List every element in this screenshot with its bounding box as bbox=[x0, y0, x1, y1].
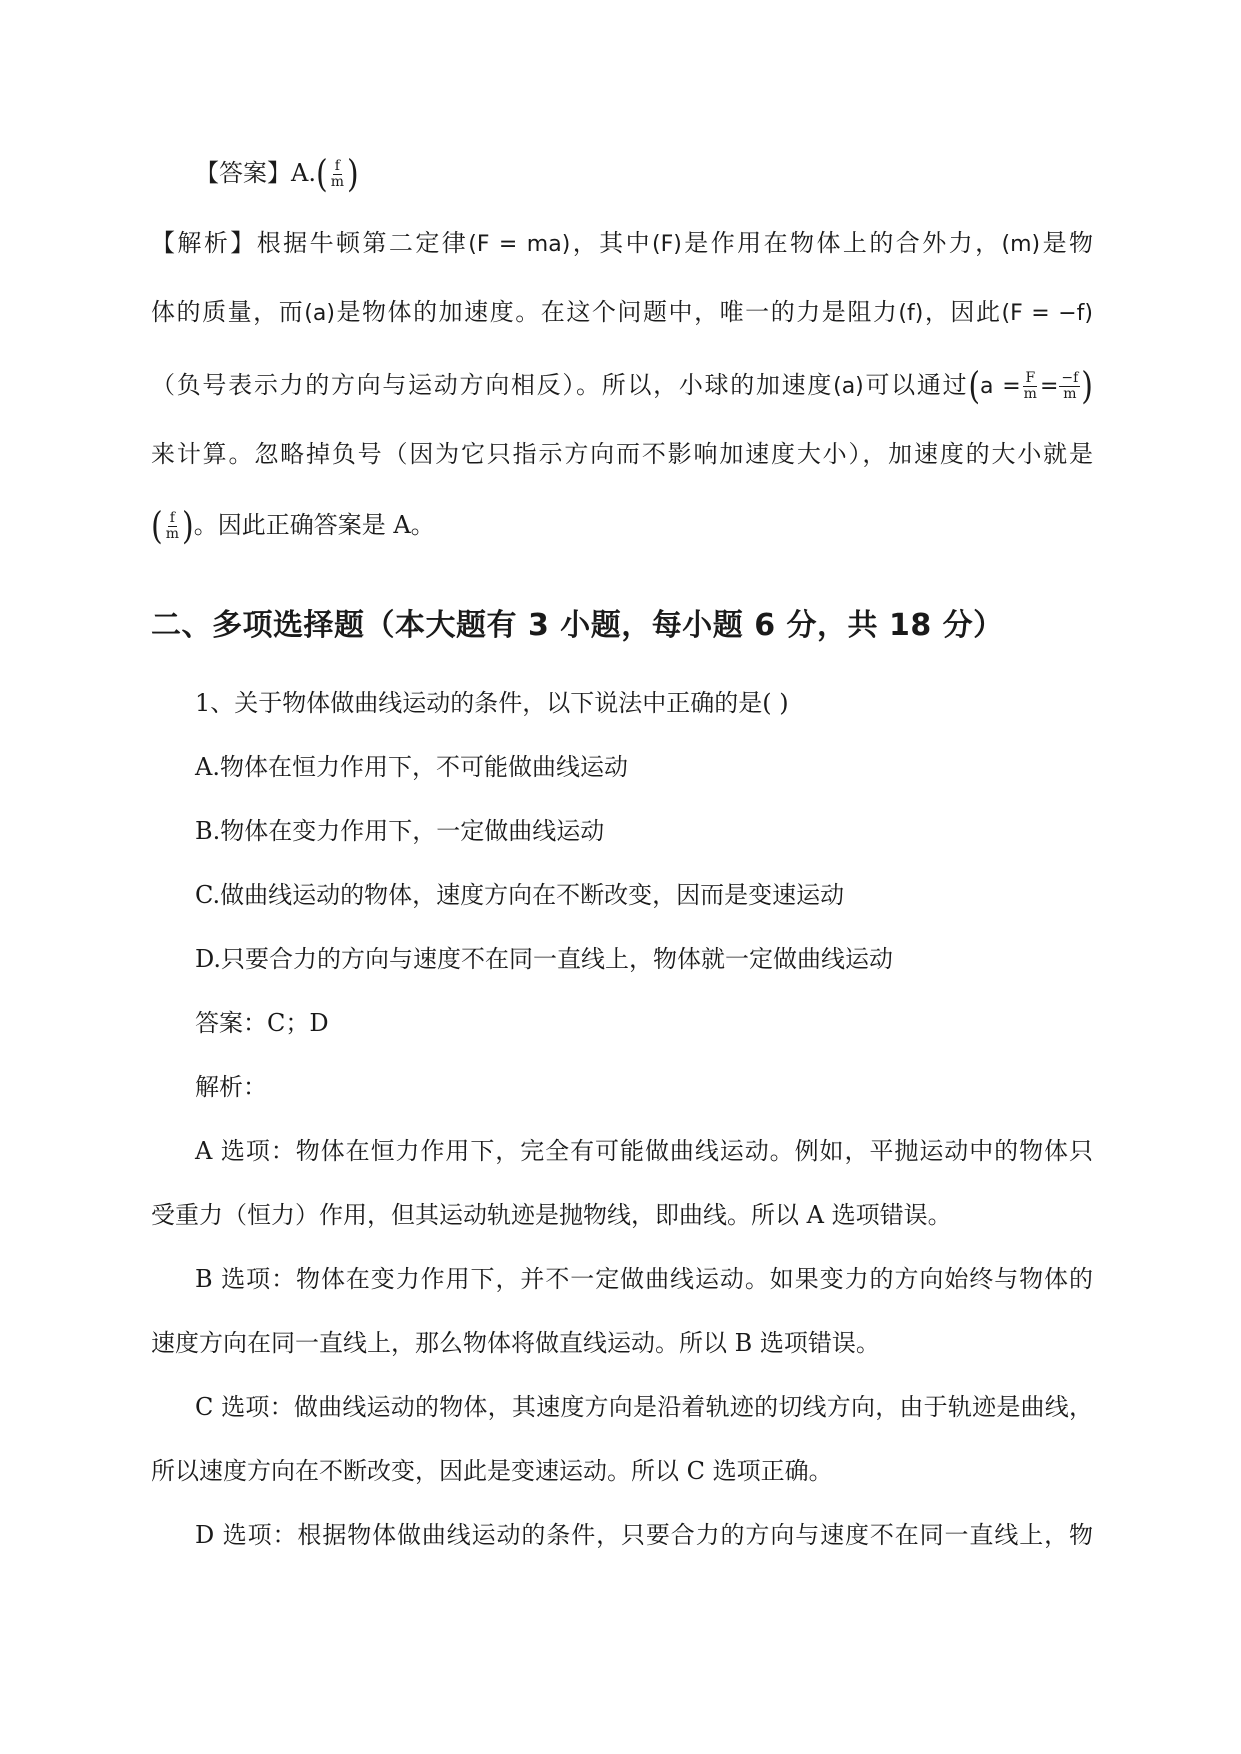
equation-force: (F = −f) bbox=[1001, 301, 1094, 326]
analysis-c-line-1: C 选项：做曲线运动的物体，其速度方向是沿着轨迹的切线方向，由于轨迹是曲线， bbox=[195, 1393, 1093, 1421]
section-heading: 二、多项选择题（本大题有 3 小题，每小题 6 分，共 18 分） bbox=[151, 608, 1004, 643]
analysis-line-4: 来计算。忽略掉负号（因为它只指示方向而不影响加速度大小），加速度的大小就是 bbox=[151, 440, 1093, 468]
analysis-line-3: （负号表示力的方向与运动方向相反）。所以，小球的加速度(a)可以通过(a = $\frac{F}{m}$ = $\frac{-f}{m}$ ) bbox=[151, 364, 1094, 408]
analysis-label: 解析： bbox=[195, 1073, 267, 1101]
analysis-line-2: 体的质量，而(a)是物体的加速度。在这个问题中，唯一的力是阻力(f)，因此(F = −f) bbox=[151, 298, 1094, 326]
analysis-d-line-1: D 选项：根据物体做曲线运动的条件，只要合力的方向与速度不在同一直线上，物 bbox=[195, 1521, 1093, 1549]
option-d: D.只要合力的方向与速度不在同一直线上，物体就一定做曲线运动 bbox=[195, 945, 894, 973]
analysis-b-line-1: B 选项：物体在变力作用下，并不一定做曲线运动。如果变力的方向始终与物体的 bbox=[195, 1265, 1093, 1293]
analysis-c-line-2: 所以速度方向在不断改变，因此是变速运动。所以 C 选项正确。 bbox=[151, 1457, 833, 1485]
option-c: C.做曲线运动的物体，速度方向在不断改变，因而是变速运动 bbox=[195, 881, 845, 909]
question-answer: 答案：C；D bbox=[195, 1009, 329, 1037]
analysis-b-line-2: 速度方向在同一直线上，那么物体将做直线运动。所以 B 选项错误。 bbox=[151, 1329, 880, 1357]
option-a: A.物体在恒力作用下，不可能做曲线运动 bbox=[195, 753, 628, 781]
analysis-a-line-1: A 选项：物体在恒力作用下，完全有可能做曲线运动。例如，平抛运动中的物体只 bbox=[195, 1137, 1093, 1165]
option-b: B.物体在变力作用下，一定做曲线运动 bbox=[195, 817, 605, 845]
analysis-a-line-2: 受重力（恒力）作用，但其运动轨迹是抛物线，即曲线。所以 A 选项错误。 bbox=[151, 1201, 952, 1229]
answer-fraction: $\frac{f}{m}$ bbox=[330, 158, 344, 190]
question-stem: 1、关于物体做曲线运动的条件，以下说法中正确的是( ) bbox=[195, 689, 789, 717]
equation-newton: (F = ma) bbox=[468, 232, 571, 257]
equation-acceleration: (a = $\frac{F}{m}$ = $\frac{-f}{m}$ ) bbox=[968, 364, 1094, 408]
result-fraction: $\frac{f}{m}$ bbox=[165, 510, 179, 542]
analysis-line-5: ( $\frac{f}{m}$ )。因此正确答案是 A。 bbox=[151, 504, 435, 548]
answer-label: 【答案】A. bbox=[195, 159, 316, 187]
analysis-line-1: 【解析】根据牛顿第二定律(F = ma)，其中(F)是作用在物体上的合外力，(m)是物 bbox=[151, 229, 1094, 257]
answer-line: 【答案】A.( $\frac{f}{m}$ ) bbox=[195, 152, 359, 196]
